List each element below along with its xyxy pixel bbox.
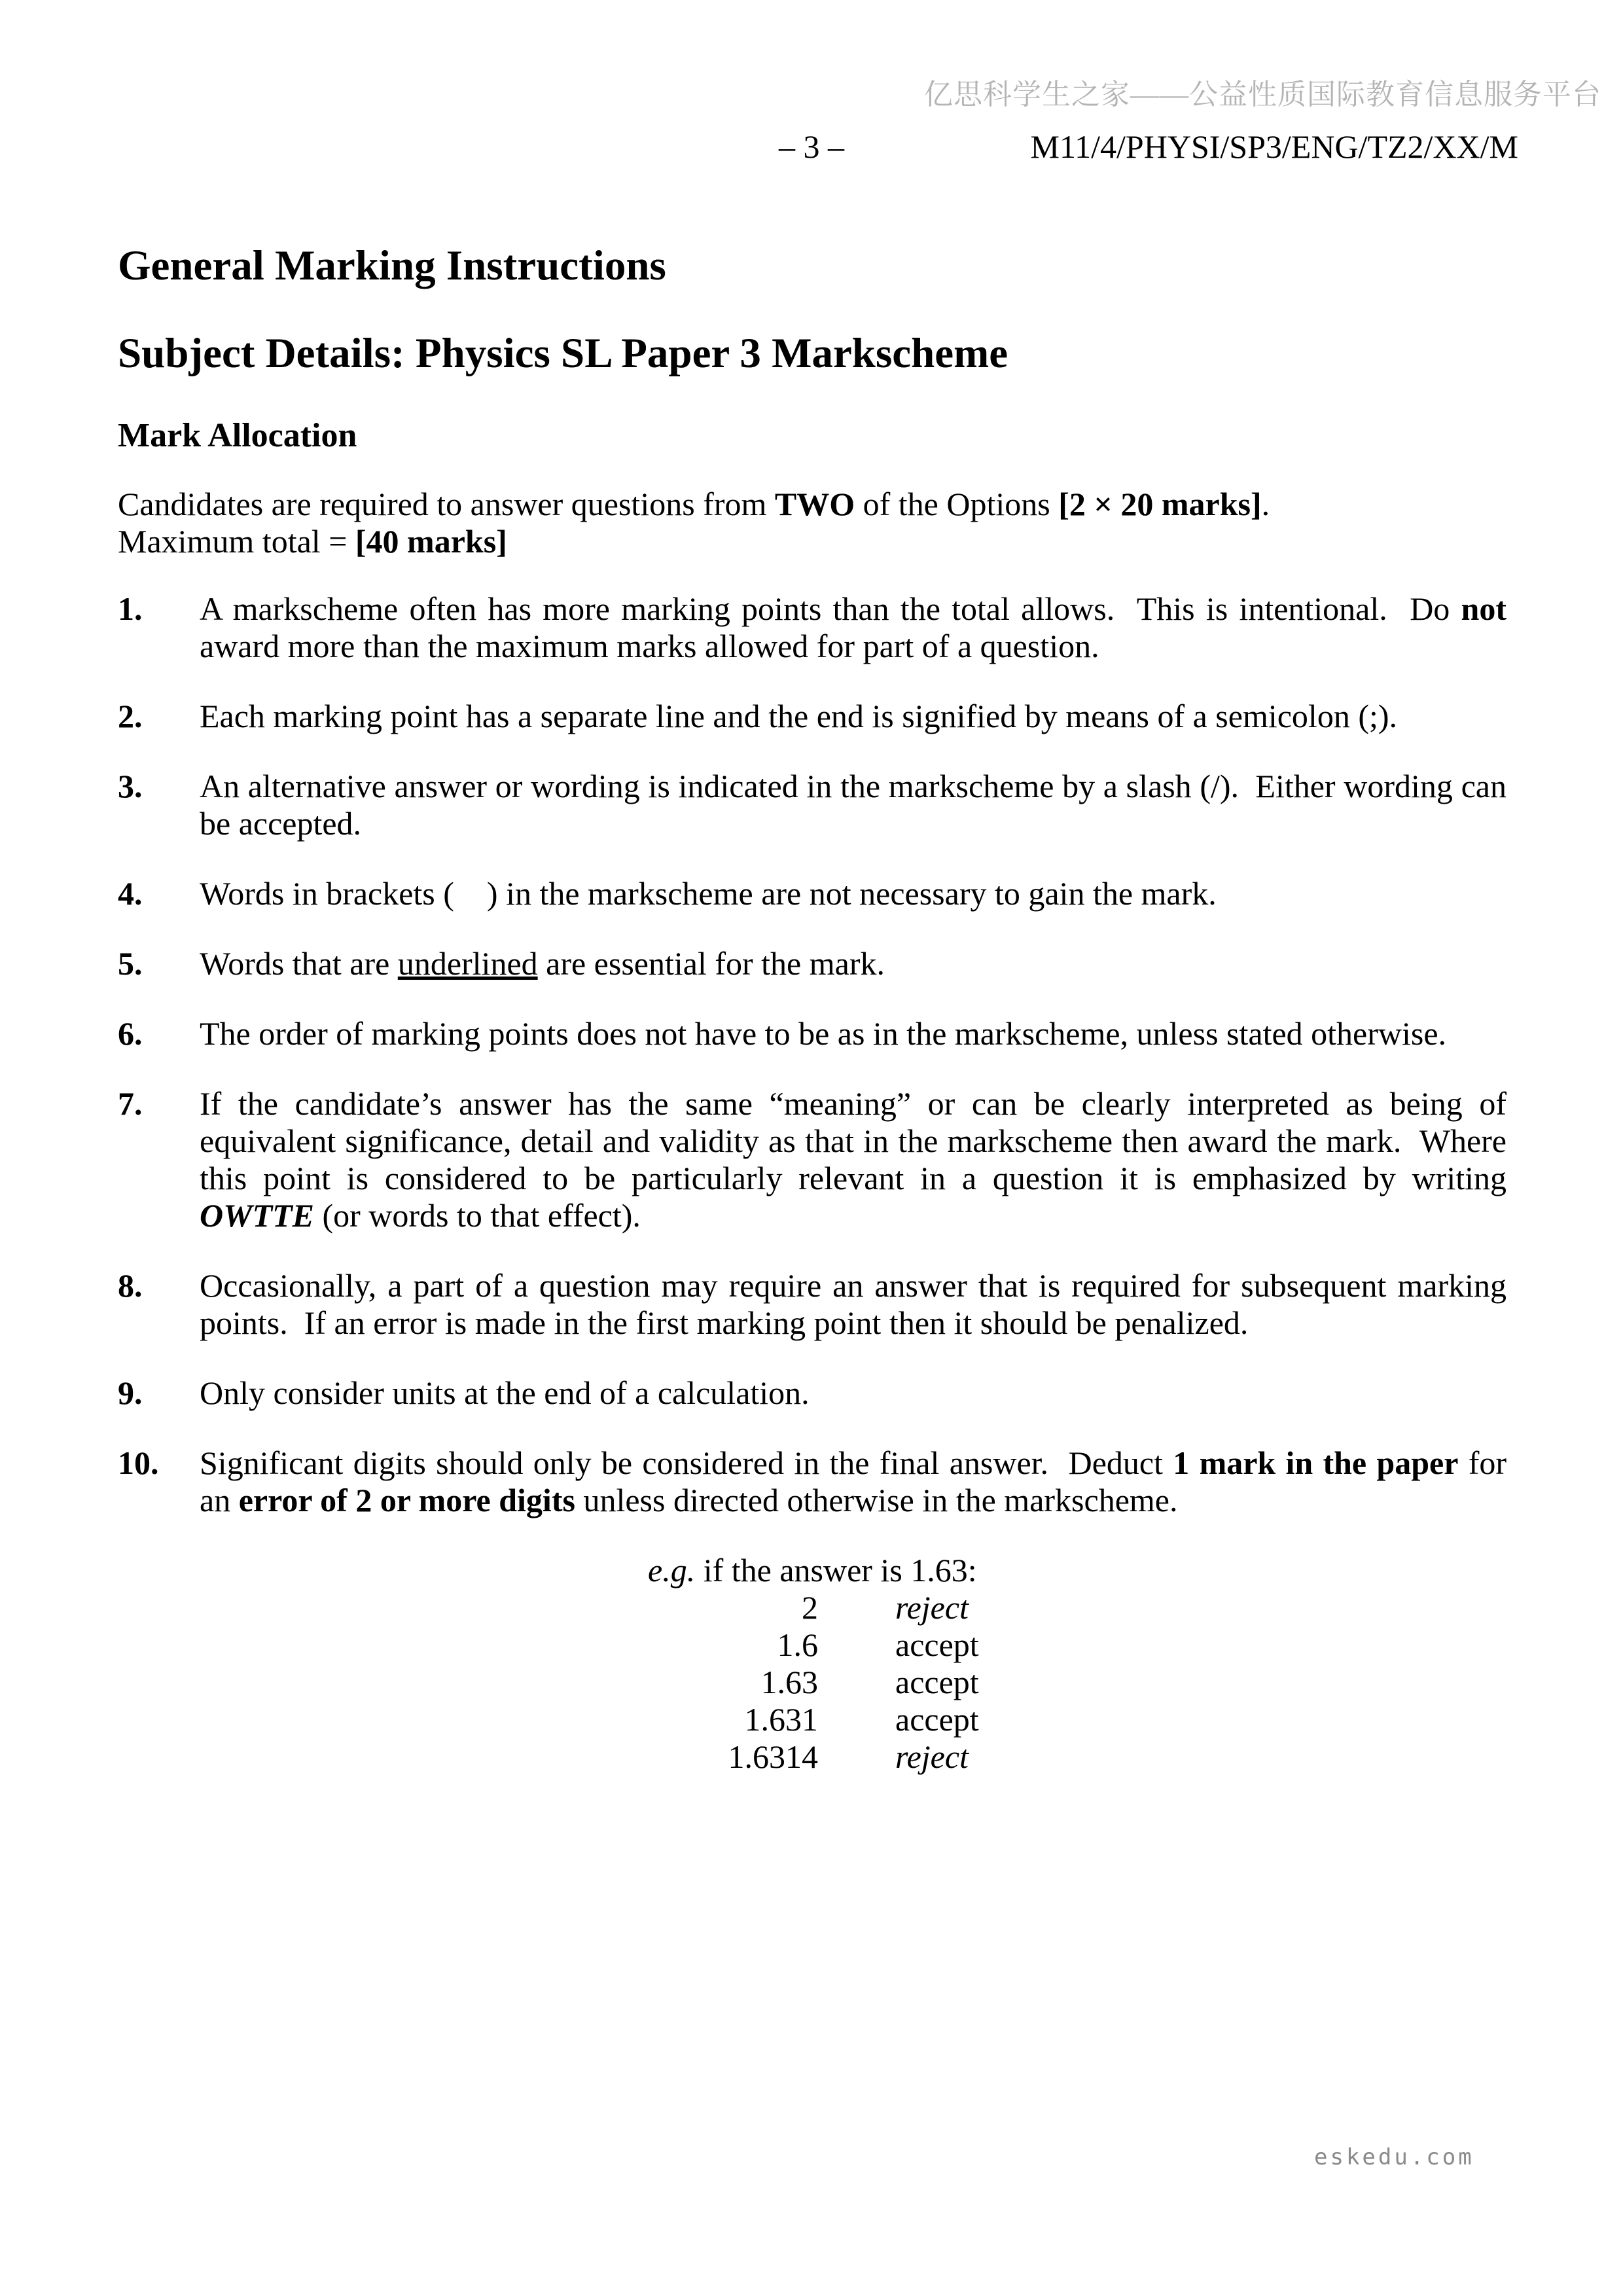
example-value: 1.631	[744, 1701, 818, 1738]
text-segment: Occasionally, a part of a question may require an answer that is required for subsequent marking points. If an error is made in the first marking point then it should be penalized.	[200, 1267, 1507, 1341]
text-segment: Maximum total =	[118, 523, 355, 560]
example-value: 2	[802, 1589, 818, 1626]
title-subject-details: Subject Details: Physics SL Paper 3 Markscheme	[118, 330, 1008, 377]
item-number: 4.	[118, 875, 143, 912]
instruction-item	[118, 875, 1507, 912]
intro-paragraph	[118, 486, 1507, 560]
footer-site: eskedu.com	[1314, 2144, 1474, 2170]
instruction-item	[118, 698, 1507, 735]
page-number: – 3 –	[779, 128, 844, 165]
instruction-item	[118, 768, 1507, 842]
example-verdict: reject	[895, 1738, 969, 1775]
text-segment: if the answer is 1.63:	[695, 1552, 977, 1588]
example-intro	[648, 1552, 1507, 1589]
text-segment: (or words to that effect).	[314, 1197, 641, 1234]
instruction-item	[118, 945, 1507, 982]
example-verdict: accept	[895, 1664, 979, 1700]
item-text	[200, 1267, 1507, 1342]
example-verdict: accept	[895, 1626, 979, 1663]
item-number: 10.	[118, 1444, 159, 1481]
item-text	[200, 1085, 1507, 1234]
text-segment: of the Options	[855, 486, 1059, 522]
item-number: 7.	[118, 1085, 143, 1122]
reference-code: M11/4/PHYSI/SP3/ENG/TZ2/XX/M	[1030, 128, 1518, 165]
item-number: 6.	[118, 1015, 143, 1052]
text-segment: Only consider units at the end of a calculation.	[200, 1374, 810, 1411]
item-text	[200, 768, 1507, 842]
item-text	[200, 1015, 1507, 1052]
text-segment: An alternative answer or wording is indicated in the markscheme by a slash (/). Either wording can be accepted.	[200, 768, 1507, 842]
text-segment: A markscheme often has more marking points than the total allows. This is intentional. Do	[200, 590, 1461, 627]
text-segment: are essential for the mark.	[537, 945, 885, 982]
text-segment: 1 mark in the paper	[1173, 1444, 1459, 1481]
title-general-marking-instructions: General Marking Instructions	[118, 242, 666, 289]
instruction-item	[118, 590, 1507, 665]
instruction-item	[118, 1085, 1507, 1234]
example-row	[648, 1701, 1507, 1738]
item-text	[200, 590, 1507, 665]
text-segment: unless directed otherwise in the markscheme.	[575, 1482, 1178, 1518]
item-number: 1.	[118, 590, 143, 627]
text-segment: The order of marking points does not have to be as in the markscheme, unless stated otherwise.	[200, 1015, 1447, 1052]
text-segment: OWTTE	[200, 1197, 314, 1234]
watermark-text: 亿思科学生之家——公益性质国际教育信息服务平台	[924, 79, 1601, 111]
example-row	[648, 1738, 1507, 1776]
section-heading-mark-allocation: Mark Allocation	[118, 417, 357, 454]
text-segment: underlined	[397, 945, 538, 982]
example-verdict: accept	[895, 1701, 979, 1738]
example-row	[648, 1626, 1507, 1664]
text-segment: [2 × 20 marks]	[1058, 486, 1262, 522]
instruction-item	[118, 1374, 1507, 1412]
item-text	[200, 1374, 1507, 1412]
sig-digits-example	[648, 1552, 1507, 1776]
main-content	[118, 241, 1507, 1776]
text-segment: for an	[200, 1444, 1507, 1518]
text-segment: award more than the maximum marks allowed for part of a question.	[200, 628, 1099, 664]
item-number: 2.	[118, 698, 143, 734]
example-value: 1.6	[777, 1626, 818, 1663]
item-text	[200, 875, 1507, 912]
example-value: 1.63	[760, 1664, 818, 1700]
item-text	[200, 1444, 1507, 1519]
item-number: 9.	[118, 1374, 143, 1411]
text-segment: Words in brackets ( ) in the markscheme are not necessary to gain the mark.	[200, 875, 1217, 912]
example-row	[648, 1589, 1507, 1626]
item-number: 8.	[118, 1267, 143, 1304]
item-text	[200, 945, 1507, 982]
text-segment: If the candidate’s answer has the same “meaning” or can be clearly interpreted as being of equivalent significance, detail and validity as that in the markscheme then award the mark. Where this point is considered to be particularly relevant in a question it is emphasized by writing	[200, 1085, 1507, 1196]
text-segment: not	[1461, 590, 1507, 627]
text-segment: Candidates are required to answer questions from	[118, 486, 775, 522]
text-segment: [40 marks]	[355, 523, 507, 560]
item-number: 3.	[118, 768, 143, 804]
text-segment: .	[1261, 486, 1270, 522]
text-segment: Words that are	[200, 945, 398, 982]
instruction-list	[118, 590, 1507, 1519]
instruction-item	[118, 1444, 1507, 1519]
item-text	[200, 698, 1507, 735]
item-number: 5.	[118, 945, 143, 982]
example-verdict: reject	[895, 1589, 969, 1626]
intro-line-1	[118, 486, 1270, 522]
page-header	[0, 128, 1623, 168]
text-segment: Each marking point has a separate line and the end is signified by means of a semicolon (;).	[200, 698, 1398, 734]
example-rows	[648, 1589, 1507, 1776]
intro-line-2	[118, 523, 507, 560]
text-segment: Significant digits should only be considered in the final answer. Deduct	[200, 1444, 1173, 1481]
instruction-item	[118, 1267, 1507, 1342]
text-segment: TWO	[774, 486, 855, 522]
text-segment: error of 2 or more digits	[238, 1482, 575, 1518]
text-segment: e.g.	[648, 1552, 696, 1588]
example-row	[648, 1664, 1507, 1701]
example-value: 1.6314	[728, 1738, 818, 1775]
instruction-item	[118, 1015, 1507, 1052]
